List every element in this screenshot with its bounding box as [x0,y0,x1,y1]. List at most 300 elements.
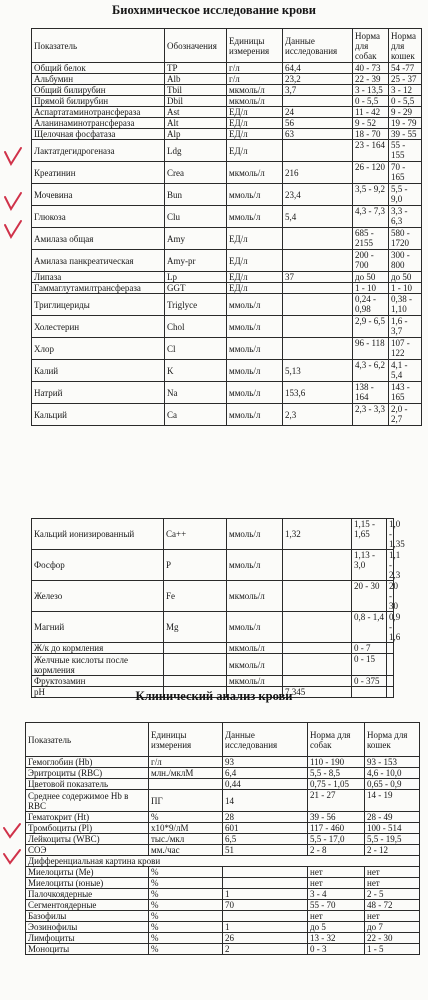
table-cell: Chol [165,316,227,338]
table-cell: 117 - 460 [308,823,365,834]
table-row [32,63,422,74]
table-cell: Мочевина [32,184,165,206]
table-cell: 3 - 13,5 [353,85,389,96]
table-cell: 39 - 55 [389,129,422,140]
table-cell: ммоль/л [227,338,283,360]
clinical-table [25,722,420,955]
table-cell: мкмоль/л [227,581,283,612]
table-cell: Гаммаглутамилтрансфераза [32,283,165,294]
table-cell: P [164,550,227,581]
table-cell: ЕД/л [227,228,283,250]
table-cell: Ldg [165,140,227,162]
table-cell: Палочкоядерные [26,889,149,900]
header-cell: Норма для кошек [389,29,422,63]
table-row [32,272,422,283]
table-cell [283,228,353,250]
table-cell: 2,9 - 6,5 [353,316,389,338]
table-cell: 0 - 375 [352,676,387,687]
table-cell: г/л [227,63,283,74]
table-row [26,856,420,867]
table-cell: 4,3 - 6,2 [353,360,389,382]
table-row [26,768,420,779]
table-cell: Миелоциты (Ме) [26,867,149,878]
table-cell: 23,2 [283,74,353,85]
table-cell: Железо [32,581,164,612]
table-cell: 100 - 514 [365,823,420,834]
table-row [26,900,420,911]
header-cell: Единицы измерения [227,29,283,63]
table-cell: Tbil [165,85,227,96]
table-row [26,889,420,900]
table-cell [223,878,308,889]
table-cell: 3 - 4 [308,889,365,900]
table-cell: Цветовой показатель [26,779,149,790]
table-cell [164,676,227,687]
table-cell: ЕД/л [227,283,283,294]
table-row [32,85,422,96]
table-row [32,74,422,85]
table-cell: 23 - 164 [353,140,389,162]
table-row [32,581,394,612]
table-cell: 5,4 [283,206,353,228]
table-cell: 55 - 155 [389,140,422,162]
table-cell: Лактатдегидрогеназа [32,140,165,162]
table-cell: 9 - 29 [389,107,422,118]
table-cell [283,581,352,612]
table-cell: 48 - 72 [365,900,420,911]
table-cell: 5,5 - 8,5 [308,768,365,779]
table-row [26,823,420,834]
table-cell: Дифференциальная картина крови [26,856,420,867]
table-cell: 18 - 70 [353,129,389,140]
header-cell: Единицы измерения [149,723,223,757]
table-cell: Общий белок [32,63,165,74]
table-cell: 0,38 - 1,10 [389,294,422,316]
table-cell: Хлор [32,338,165,360]
table-cell: Dbil [165,96,227,107]
table-cell: нет [308,878,365,889]
table-cell [223,911,308,922]
table-cell: 5,5 - 19,5 [365,834,420,845]
table-cell: TP [165,63,227,74]
table-cell: 3 - 12 [389,85,422,96]
table-row [32,643,394,654]
table-row [26,911,420,922]
table-cell: 26 - 120 [353,162,389,184]
table-cell: 2 - 5 [365,889,420,900]
table-cell: 3,3 - 6,3 [389,206,422,228]
table-cell: СОЭ [26,845,149,856]
check-mark-icon [2,822,22,840]
table-cell: 24 [283,107,353,118]
table-cell: 14 - 19 [365,790,420,812]
table-cell: 2 - 8 [308,845,365,856]
table-cell: 13 - 32 [308,933,365,944]
table-cell [283,140,353,162]
table-cell: ЕД/л [227,129,283,140]
table-cell: 2 - 12 [365,845,420,856]
table-cell: 1 [223,889,308,900]
table-cell: ЕД/л [227,118,283,129]
title-biochem: Биохимическое исследование крови [112,3,316,17]
table-cell: ммоль/л [227,404,283,426]
table-row [32,206,422,228]
table-cell: Bun [165,184,227,206]
table-row [32,118,422,129]
table-row [32,338,422,360]
table-cell: нет [365,911,420,922]
table-cell: 6,4 [223,768,308,779]
table-cell: нет [365,878,420,889]
table-row [26,845,420,856]
table-cell: 23,4 [283,184,353,206]
table-cell: % [149,922,223,933]
table-cell: 0,24 - 0,98 [353,294,389,316]
table-cell: ммоль/л [227,316,283,338]
table-cell: 2,0 - 2,7 [389,404,422,426]
table-cell: Сегментоядерные [26,900,149,911]
table-cell: pH [32,687,164,698]
table-cell: мкмоль/л [227,676,283,687]
table-cell [387,654,394,676]
table-cell: 22 - 39 [353,74,389,85]
table-cell: 11 - 42 [353,107,389,118]
biochem-table [31,28,422,426]
header-cell: Норма для кошек [365,723,420,757]
table-cell: Альбумин [32,74,165,85]
table-row [32,228,422,250]
table-cell: мкмоль/л [227,643,283,654]
table-cell: Alb [165,74,227,85]
table-cell: 14 [223,790,308,812]
table-cell: Прямой билирубин [32,96,165,107]
table-cell [283,283,353,294]
table-cell: 1,1 - 2,3 [387,550,394,581]
table-cell: 5,13 [283,360,353,382]
table-cell: 93 [223,757,308,768]
header-cell: Показатель [26,723,149,757]
table-cell: 70 - 165 [389,162,422,184]
check-mark-icon [2,218,24,240]
table-cell: 7,345 [283,687,352,698]
table-cell: Базофилы [26,911,149,922]
table-cell: 20 - 30 [387,581,394,612]
table-cell: Амилаза общая [32,228,165,250]
header-cell: Норма для собак [353,29,389,63]
check-mark-icon [2,145,24,167]
table-cell: 2 [223,944,308,955]
table-cell: Alp [165,129,227,140]
table-cell: до 5 [308,922,365,933]
table-cell: 0,8 - 1,4 [352,612,387,643]
table-cell: 0,65 - 0,9 [365,779,420,790]
table-row [26,933,420,944]
table-cell [149,779,223,790]
table-cell: мм./час [149,845,223,856]
table-cell: 39 - 56 [308,812,365,823]
table-cell: Желчные кислоты после кормления [32,654,164,676]
table-cell: 70 [223,900,308,911]
table-cell: Гематокрит (Ht) [26,812,149,823]
table-cell: 1,32 [283,519,352,550]
table-cell: ммоль/л [227,206,283,228]
table-cell: 28 [223,812,308,823]
table-cell: 153,6 [283,382,353,404]
table-row [32,129,422,140]
table-cell: Среднее содержимое Hb в RBC [26,790,149,812]
table-cell: 6,5 [223,834,308,845]
table-cell [223,867,308,878]
table-cell: ЕД/л [227,250,283,272]
table-cell: 51 [223,845,308,856]
table-cell: Лейкоциты (WBC) [26,834,149,845]
table-cell: 5,5 - 9,0 [389,184,422,206]
table-cell: ммоль/л [227,519,283,550]
table-cell: до 50 [353,272,389,283]
table-cell: Фруктозамин [32,676,164,687]
table-cell: Эозинофилы [26,922,149,933]
table-cell: 21 - 27 [308,790,365,812]
table-row [32,162,422,184]
check-mark-icon [2,190,24,212]
table-cell: 96 - 118 [353,338,389,360]
table-cell: Липаза [32,272,165,283]
table-cell: Эритроциты (RBC) [26,768,149,779]
table-row [26,922,420,933]
table-cell: Cl [165,338,227,360]
table-cell: 0,44 [223,779,308,790]
table-cell: мкмоль/л [227,654,283,676]
table-cell: ммоль/л [227,550,283,581]
table-cell: 19 - 79 [389,118,422,129]
table-row [26,867,420,878]
table-cell: x10*9/лМ [149,823,223,834]
table-cell: 5,5 - 17,0 [308,834,365,845]
table-cell: Crea [165,162,227,184]
table-cell: % [149,900,223,911]
table-cell: мкмоль/л [227,162,283,184]
table-cell: Гемоглобин (Hb) [26,757,149,768]
table-cell: Амилаза панкреатическая [32,250,165,272]
table-cell: тыс./мкл [149,834,223,845]
table-cell: 1 - 10 [389,283,422,294]
header-cell: Показатель [32,29,165,63]
table-cell [283,316,353,338]
table-cell: 4,3 - 7,3 [353,206,389,228]
table-row [26,779,420,790]
table-cell: 4,1 - 5,4 [389,360,422,382]
table-cell: 2,3 - 3,3 [353,404,389,426]
table-cell: 1,6 - 3,7 [389,316,422,338]
table-cell: 216 [283,162,353,184]
table-cell: Натрий [32,382,165,404]
table-cell: Триглицериды [32,294,165,316]
table-cell: 64,4 [283,63,353,74]
table-cell: 1,15 - 1,65 [352,519,387,550]
table-cell: Креатинин [32,162,165,184]
table-cell: Магний [32,612,164,643]
table-cell: ммоль/л [227,612,283,643]
table-cell: Моноциты [26,944,149,955]
table-cell: Общий билирубин [32,85,165,96]
table-cell: 37 [283,272,353,283]
header-cell: Норма для собак [308,723,365,757]
table-row [32,107,422,118]
table-cell: Lp [165,272,227,283]
table-cell: мкмоль/л [227,85,283,96]
table-cell: 200 - 700 [353,250,389,272]
table-cell: мкмоль/л [227,96,283,107]
table-row [26,757,420,768]
table-cell: 685 - 2155 [353,228,389,250]
table-cell: до 50 [389,272,422,283]
header-cell: Данные исследования [223,723,308,757]
table-cell: Миелоциты (юные) [26,878,149,889]
table-row [32,184,422,206]
table-cell: ЕД/л [227,107,283,118]
table-cell: 601 [223,823,308,834]
table-cell: 40 - 73 [353,63,389,74]
table-cell: Triglyce [165,294,227,316]
check-mark-icon [2,848,22,866]
table-cell: 1 - 10 [353,283,389,294]
table-cell: г/л [149,757,223,768]
table-cell: 2,3 [283,404,353,426]
table-cell [283,294,353,316]
table-cell: % [149,878,223,889]
table-cell [387,643,394,654]
table-cell: г/л [227,74,283,85]
table-cell [283,250,353,272]
header-cell: Данные исследования [283,29,353,63]
table-cell: млн./мклМ [149,768,223,779]
table-row [32,404,422,426]
table-cell: ммоль/л [227,294,283,316]
table-cell [283,338,353,360]
table-cell [283,676,352,687]
table-cell: GGT [165,283,227,294]
table-cell: Кальций ионизированный [32,519,164,550]
table-cell [283,96,353,107]
table-cell [387,676,394,687]
table-cell [283,550,352,581]
table-cell: 580 - 1720 [389,228,422,250]
table-cell: Фосфор [32,550,164,581]
table-cell: 1,0 - 1,35 [387,519,394,550]
table-cell: 1,13 - 3,0 [352,550,387,581]
table-cell: Clu [165,206,227,228]
table-cell: ммоль/л [227,382,283,404]
table-cell: 55 - 70 [308,900,365,911]
table-cell: % [149,944,223,955]
table-row [26,834,420,845]
table-cell: 0 - 7 [352,643,387,654]
table-cell: Ca [165,404,227,426]
table-cell: 3,5 - 9,2 [353,184,389,206]
table-cell: 0 - 3 [308,944,365,955]
table-cell: нет [308,867,365,878]
table-row [32,283,422,294]
table-cell: Лимфоциты [26,933,149,944]
table-cell [283,612,352,643]
table-cell: 26 [223,933,308,944]
table-cell: 54 -77 [389,63,422,74]
table-cell: Na [165,382,227,404]
table-cell: 22 - 30 [365,933,420,944]
table-cell: Ca++ [164,519,227,550]
table-row [32,360,422,382]
table-row [32,96,422,107]
table-cell [283,654,352,676]
table-cell: Fe [164,581,227,612]
table-row [32,550,394,581]
table-cell: 20 - 30 [352,581,387,612]
table-cell: 107 - 122 [389,338,422,360]
table-cell: % [149,867,223,878]
table-cell: нет [365,867,420,878]
table-cell: 3,7 [283,85,353,96]
table-cell: Аланинаминотрансфераза [32,118,165,129]
table-cell: нет [308,911,365,922]
table-cell: Amy [165,228,227,250]
table-cell: Глюкоза [32,206,165,228]
table-cell: Тромбоциты (Pl) [26,823,149,834]
table-cell: 1 - 5 [365,944,420,955]
table-cell: Аспартатаминотрансфераза [32,107,165,118]
table-cell [164,643,227,654]
table-cell: 143 - 165 [389,382,422,404]
table-cell: Калий [32,360,165,382]
table-cell: 138 - 164 [353,382,389,404]
table-cell: Щелочная фосфатаза [32,129,165,140]
table-row [32,612,394,643]
table-row [32,316,422,338]
table-cell: 9 - 52 [353,118,389,129]
table-cell [283,643,352,654]
table-cell: 0 - 5,5 [389,96,422,107]
table-row [32,294,422,316]
table-cell: % [149,889,223,900]
table-cell: % [149,911,223,922]
table-cell: 4,6 - 10,0 [365,768,420,779]
table-row [32,382,422,404]
table-cell: 300 - 800 [389,250,422,272]
table-cell: Кальций [32,404,165,426]
table-cell: Alt [165,118,227,129]
table-cell: ммоль/л [227,360,283,382]
header-cell: Обозначения [165,29,227,63]
table-row [32,519,394,550]
table-row [26,812,420,823]
table-cell: Mg [164,612,227,643]
table-row [32,676,394,687]
table-cell: 0,9 - 1,6 [387,612,394,643]
table-cell: ЕД/л [227,272,283,283]
table-cell [164,654,227,676]
table-cell: 93 - 153 [365,757,420,768]
table-cell: % [149,812,223,823]
table-cell: 63 [283,129,353,140]
table-row [32,654,394,676]
table-cell: ПГ [149,790,223,812]
table-row [26,878,420,889]
table-cell: Ast [165,107,227,118]
table-cell: ЕД/л [227,140,283,162]
table-cell: K [165,360,227,382]
table-cell: 0,75 - 1,05 [308,779,365,790]
table-cell: 25 - 37 [389,74,422,85]
title-clinical: Клинический анализ крови [135,689,293,703]
